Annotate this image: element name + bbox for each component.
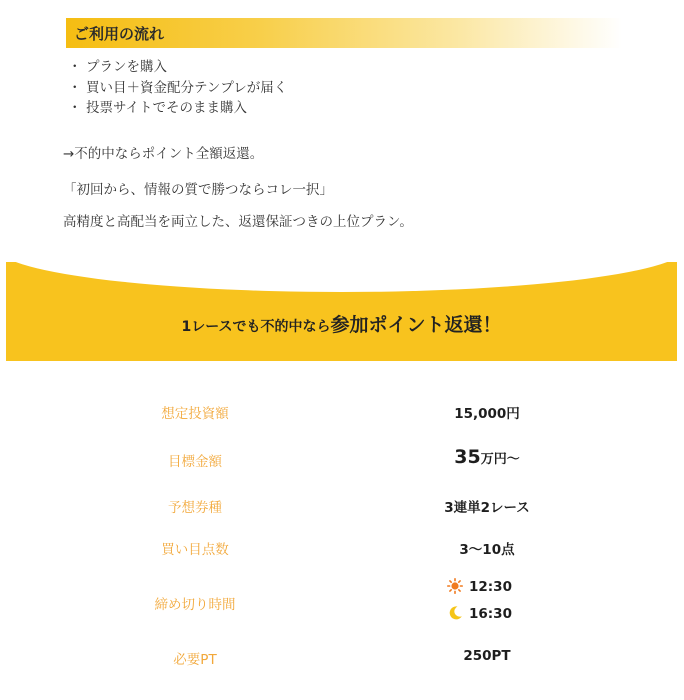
bullet: ・ xyxy=(68,79,82,96)
moon-icon xyxy=(447,605,463,621)
bet-type-value: 3連単2レース xyxy=(444,500,530,516)
refund-banner xyxy=(6,262,677,361)
points-label: 買い目点数 xyxy=(161,542,229,558)
banner-text-small: 1レースでも不的中なら xyxy=(181,319,331,335)
catch-copy: 「初回から、情報の質で勝つならコレ一択」 xyxy=(63,182,333,198)
sun-icon xyxy=(447,578,463,594)
list-item xyxy=(68,57,287,78)
plan-description: 高精度と高配当を両立した、返還保証つきの上位プラン。 xyxy=(63,214,413,230)
target-label: 目標金額 xyxy=(168,454,222,470)
step-text: 投票サイトでそのまま購入 xyxy=(86,100,248,116)
investment-label: 想定投資額 xyxy=(161,406,229,422)
target-number: 35 xyxy=(454,446,481,468)
banner-text xyxy=(6,310,677,337)
banner-text-large: 参加ポイント返還！ xyxy=(330,314,502,336)
step-text: 買い目＋資金配分テンプレが届く xyxy=(86,79,288,96)
refund-note: →不的中ならポイント全額返還。 xyxy=(63,146,264,162)
flow-section-header xyxy=(66,18,622,48)
deadline-time-2: 16:30 xyxy=(469,606,512,622)
bullet: ・ xyxy=(68,100,82,116)
list-item xyxy=(68,78,287,99)
bet-type-label: 予想券種 xyxy=(168,500,222,516)
investment-value: 15,000円 xyxy=(454,406,520,422)
list-item xyxy=(68,98,287,119)
target-unit: 万円〜 xyxy=(480,452,520,467)
flow-steps-list xyxy=(68,57,287,119)
required-pt-label: 必要PT xyxy=(173,652,217,668)
flow-title: ご利用の流れ xyxy=(74,25,165,43)
required-pt-value: 250PT xyxy=(463,648,511,664)
deadline-label: 締め切り時間 xyxy=(154,597,236,613)
target-value xyxy=(412,446,562,468)
step-text: プランを購入 xyxy=(86,59,167,75)
points-value: 3〜10点 xyxy=(459,542,515,558)
deadline-time-day xyxy=(447,578,512,595)
deadline-time-night xyxy=(447,605,512,622)
deadline-time-1: 12:30 xyxy=(469,579,512,595)
banner-arc-decoration xyxy=(6,262,677,292)
bullet: ・ xyxy=(68,59,82,75)
